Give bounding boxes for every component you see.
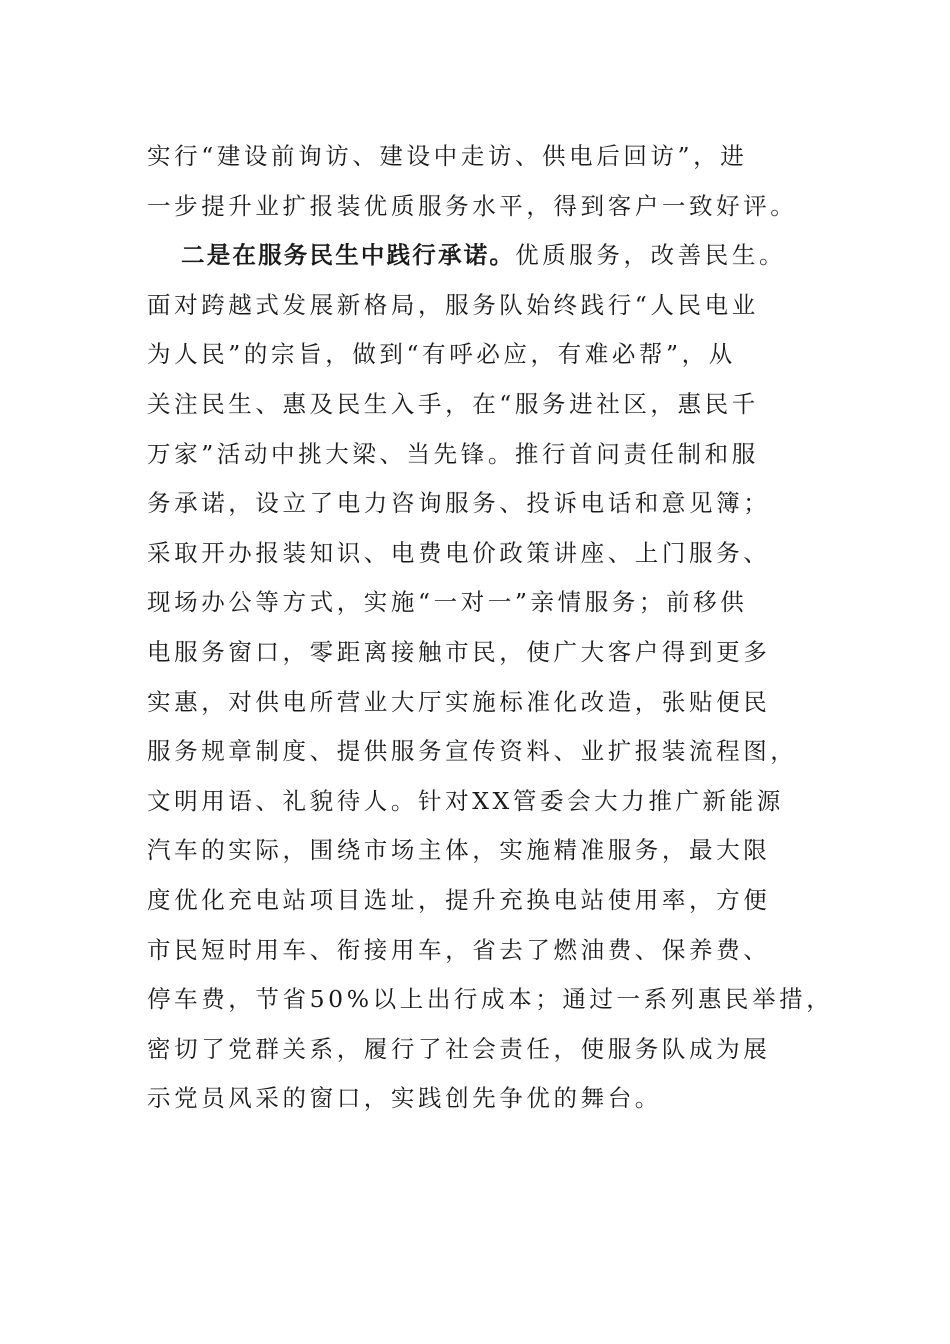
text-line: 文明用语、礼貌待人。针对XX管委会大力推广新能源 — [147, 786, 784, 815]
text-line: 务承诺，设立了电力咨询服务、投诉电话和意见簿； — [147, 489, 771, 518]
text-line: 密切了党群关系，履行了社会责任，使服务队成为展 — [147, 1034, 771, 1063]
paragraph-heading: 二是在服务民生中践行承诺。 — [181, 241, 516, 270]
text-line: 服务规章制度、提供服务宣传资料、业扩报装流程图， — [147, 737, 798, 766]
text-line: 实惠，对供电所营业大厅实施标准化改造，张贴便民 — [147, 687, 771, 716]
text-line: 关注民生、惠及民生入手，在“服务进社区，惠民千 — [147, 389, 759, 418]
text-line: 电服务窗口，零距离接触市民，使广大客户得到更多 — [147, 637, 771, 666]
text-line: 停车费，节省50%以上出行成本；通过一系列惠民举措， — [147, 985, 834, 1014]
text-line: 现场办公等方式，实施“一对一”亲情服务；前移供 — [147, 588, 748, 617]
paragraph-opening-line — [147, 231, 837, 281]
text-line: 采取开办报装知识、电费电价政策讲座、上门服务、 — [147, 538, 771, 567]
text-line: 汽车的实际，围绕市场主体，实施精准服务，最大限 — [147, 836, 771, 865]
text-line: 市民短时用车、衔接用车，省去了燃油费、保养费、 — [147, 935, 771, 964]
body-text — [147, 132, 837, 1124]
text-line: 实行“建设前询访、建设中走访、供电后回访”，进 — [147, 142, 748, 170]
text-line: 万家”活动中挑大梁、当先锋。推行首问责任制和服 — [147, 439, 759, 468]
text-line: 面对跨越式发展新格局，服务队始终践行“人民电业 — [147, 290, 759, 319]
text-line: 度优化充电站项目选址，提升充换电站使用率，方便 — [147, 885, 771, 914]
text-line: 为人民”的宗旨，做到“有呼必应，有难必帮”，从 — [147, 340, 736, 369]
text-run: 优质服务，改善民生。 — [515, 241, 787, 270]
text-line: 示党员风采的窗口，实践创先争优的舞台。 — [147, 1084, 662, 1113]
text-line: 一步提升业扩报装优质服务水平，得到客户一致好评。 — [147, 191, 798, 220]
